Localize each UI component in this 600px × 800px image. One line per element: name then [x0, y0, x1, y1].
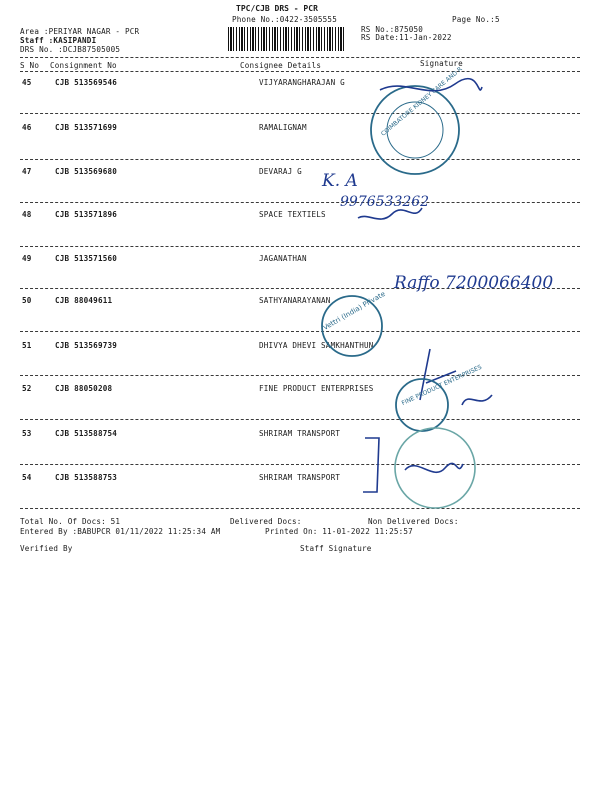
- row-sno: 48: [22, 210, 32, 219]
- delivered-docs: Delivered Docs:: [230, 517, 302, 526]
- row-consignee: FINE PRODUCT ENTERPRISES: [259, 384, 374, 393]
- svg-text:FINE PRODUCT ENTERPRISES: FINE PRODUCT ENTERPRISES: [400, 363, 483, 408]
- row-consignee: DEVARAJ G: [259, 167, 302, 176]
- staff-label: Staff :KASIPANDI: [20, 36, 97, 45]
- row-consignment: CJB 513571699: [55, 123, 118, 132]
- row-consignment: CJB 513569680: [55, 167, 118, 176]
- handwritten-name: K. A: [322, 171, 358, 191]
- row-consignee: RAMALIGNAM: [259, 123, 307, 132]
- row-consignment: CJB 513588753: [55, 473, 118, 482]
- row-consignee: SATHYANARAYANAN: [259, 296, 331, 305]
- drs-number: DRS No. :DCJB87505005: [20, 45, 121, 54]
- row-sno: 51: [22, 341, 32, 350]
- rs-number: RS No.:875050: [361, 25, 424, 34]
- row-sno: 54: [22, 473, 32, 482]
- row-consignee: DHIVYA DHEVI SAMKHANTHUN: [259, 341, 374, 350]
- printed-on: Printed On: 11-01-2022 11:25:57: [265, 527, 413, 536]
- svg-text:COIMBATORE KIDNEY CARE AND R: COIMBATORE KIDNEY CARE AND R: [379, 65, 464, 138]
- handwritten-note-row49: [380, 262, 600, 302]
- document-title: TPC/CJB DRS - PCR: [236, 4, 318, 13]
- handwritten-note: Raffo 7200066400: [394, 273, 554, 293]
- row-consignee: VIJYARANGHARAJAN G: [259, 78, 345, 87]
- area-label: Area :PERIYAR NAGAR - PCR: [20, 27, 140, 36]
- column-signature: Signature: [420, 59, 463, 68]
- row-consignment: CJB 513588754: [55, 429, 118, 438]
- row-sno: 46: [22, 123, 32, 132]
- transport-stamp-signature: [355, 420, 485, 520]
- row-sno: 52: [22, 384, 32, 393]
- row-sno: 45: [22, 78, 32, 87]
- staff-signature-label: Staff Signature: [300, 544, 372, 553]
- row-sno: 49: [22, 254, 32, 263]
- row-consignment: CJB 88049611: [55, 296, 113, 305]
- column-divider: [20, 71, 580, 72]
- page-number: Page No.:5: [452, 15, 500, 24]
- verified-by: Verified By: [20, 544, 73, 553]
- column-consignee: Consignee Details: [240, 61, 322, 70]
- row-consignee: SHRIRAM TRANSPORT: [259, 429, 341, 438]
- handwritten-signature-row47: [318, 160, 518, 240]
- row-divider: [20, 331, 580, 332]
- barcode: [228, 27, 346, 51]
- row-consignee: SHRIRAM TRANSPORT: [259, 473, 341, 482]
- non-delivered-docs: Non Delivered Docs:: [368, 517, 459, 526]
- row-divider: [20, 246, 580, 247]
- header-divider: [20, 57, 580, 58]
- row-consignee: JAGANATHAN: [259, 254, 307, 263]
- row-consignee: SPACE TEXTIELS: [259, 210, 326, 219]
- row-consignment: CJB 513569546: [55, 78, 118, 87]
- row-sno: 47: [22, 167, 32, 176]
- row-consignment: CJB 88050208: [55, 384, 113, 393]
- row-divider: [20, 464, 580, 465]
- handwritten-phone: 9976533262: [340, 194, 430, 210]
- total-docs: Total No. Of Docs: 51: [20, 517, 121, 526]
- row-consignment: CJB 513571560: [55, 254, 118, 263]
- row-divider: [20, 113, 580, 114]
- row-divider: [20, 508, 580, 509]
- column-consignment: Consignment No: [50, 61, 117, 70]
- column-sno: S No: [20, 61, 40, 70]
- rs-date: RS Date:11-Jan-2022: [361, 33, 452, 42]
- svg-text:Vettri (India) Private: Vettri (India) Private: [321, 289, 387, 332]
- row-sno: 50: [22, 296, 32, 305]
- entered-by: Entered By :BABUPCR 01/11/2022 11:25:34 AM: [20, 527, 221, 536]
- row-consignment: CJB 513569739: [55, 341, 118, 350]
- row-sno: 53: [22, 429, 32, 438]
- row-consignment: CJB 513571896: [55, 210, 118, 219]
- phone-number: Phone No.:0422-3505555: [232, 15, 337, 24]
